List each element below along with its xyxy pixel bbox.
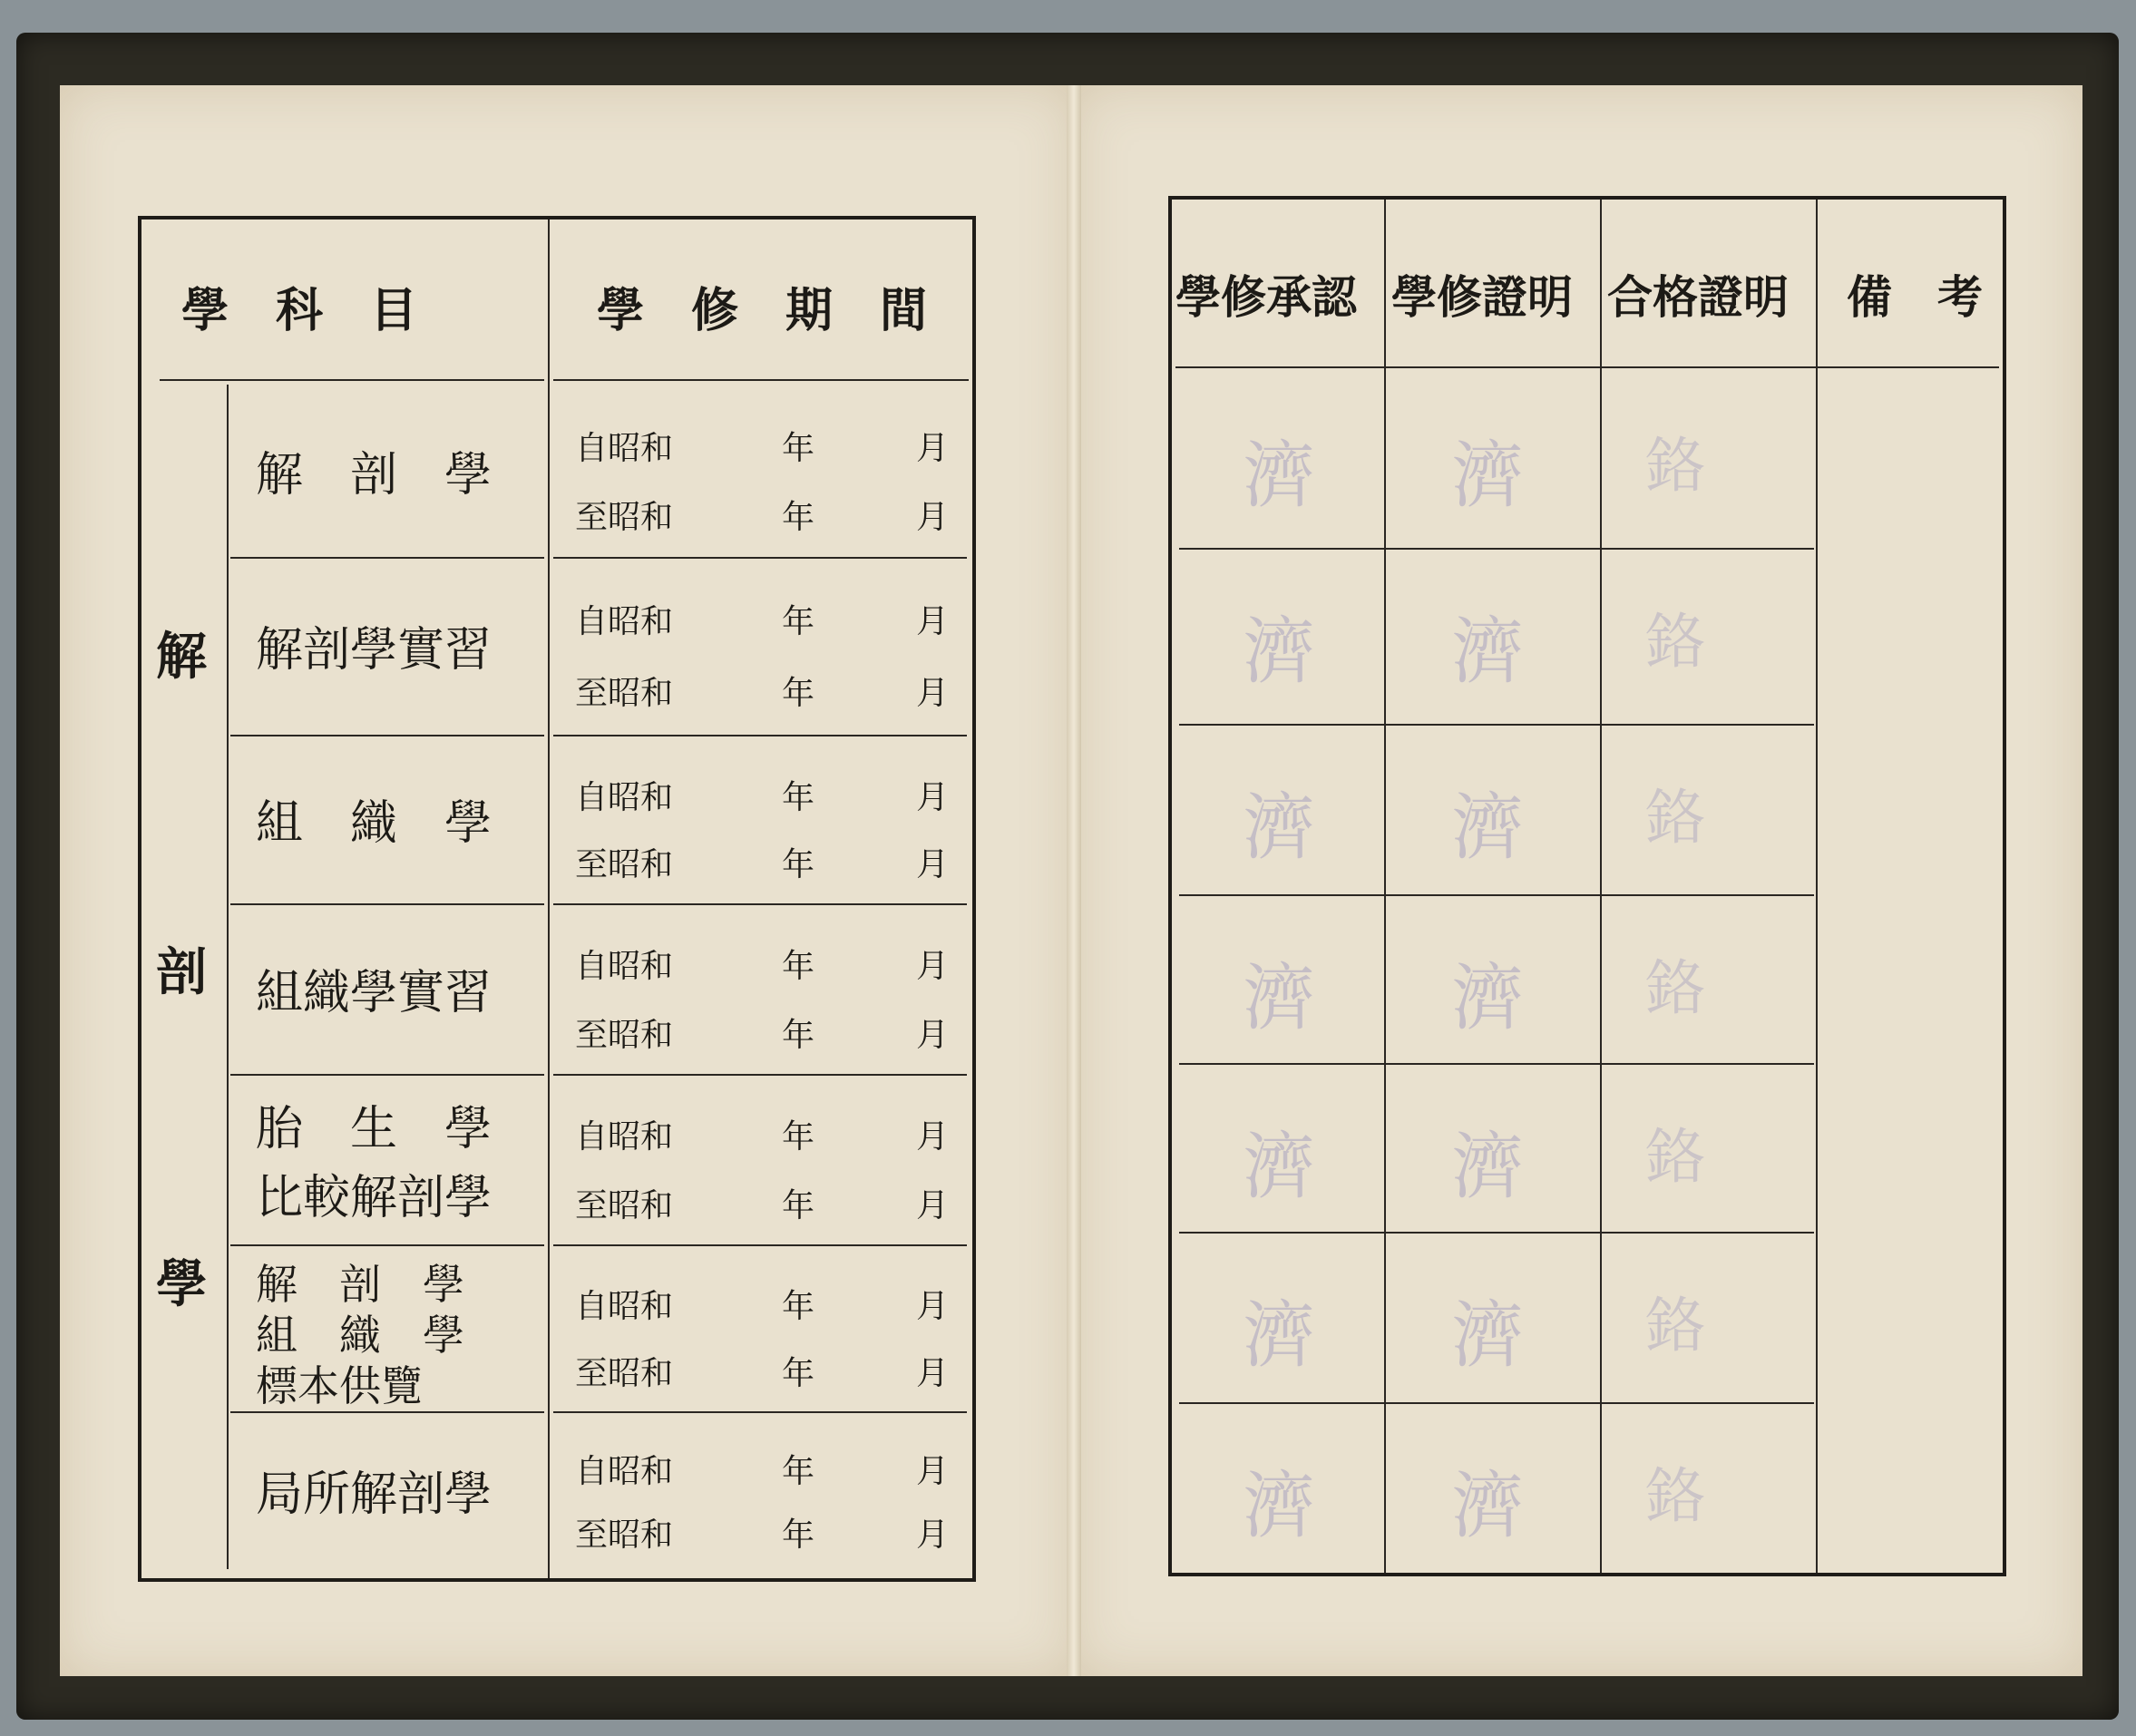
year-label: 年 — [782, 948, 815, 986]
certificate-stamp: 濟 — [1451, 785, 1524, 870]
month-label: 月 — [916, 1355, 950, 1393]
period-header-rule — [553, 379, 969, 381]
pass-stamp: 鉻 — [1645, 1122, 1705, 1192]
pass-stamp: 鉻 — [1645, 1291, 1705, 1361]
pass-stamp: 鉻 — [1645, 783, 1705, 853]
period-to-label: 至昭和 — [575, 674, 674, 712]
period-row-rule — [553, 903, 967, 905]
group-label-2: 剖 — [156, 942, 207, 1002]
period-to-label: 至昭和 — [575, 1016, 674, 1054]
year-label: 年 — [782, 1288, 815, 1326]
left-column-divider — [548, 219, 550, 1578]
year-label: 年 — [782, 1186, 815, 1224]
year-label: 年 — [782, 1516, 815, 1554]
header-subject: 學 科 目 — [181, 283, 418, 338]
right-divider-3 — [1816, 200, 1818, 1573]
certification-row-rule — [1179, 894, 1814, 896]
approval-stamp: 濟 — [1243, 610, 1315, 694]
subject-name: 組 織 學 — [256, 796, 493, 851]
certification-row-rule — [1179, 548, 1814, 550]
approval-stamp: 濟 — [1243, 434, 1315, 518]
book-gutter — [1067, 85, 1081, 1676]
year-label: 年 — [782, 429, 815, 467]
period-to-label: 至昭和 — [575, 1355, 674, 1393]
period-from-label: 自昭和 — [575, 948, 674, 986]
period-from-label: 自昭和 — [575, 1118, 674, 1156]
right-header-rule — [1175, 366, 1999, 368]
pass-stamp: 鉻 — [1645, 1461, 1705, 1531]
certificate-stamp: 濟 — [1451, 1293, 1524, 1378]
subject-row-rule — [230, 557, 544, 559]
period-to-label: 至昭和 — [575, 1516, 674, 1554]
group-label-3: 學 — [156, 1254, 207, 1314]
approval-stamp: 濟 — [1243, 1293, 1315, 1378]
month-label: 月 — [916, 674, 950, 712]
pass-stamp: 鉻 — [1645, 607, 1705, 677]
subject-name: 組織學實習 — [256, 966, 493, 1020]
year-label: 年 — [782, 674, 815, 712]
subject-name: 解 剖 學 — [256, 448, 493, 502]
subject-name: 局所解剖學 — [256, 1468, 493, 1522]
certificate-stamp: 濟 — [1451, 956, 1524, 1040]
subject-name: 解 剖 學 — [256, 1260, 464, 1309]
certificate-stamp: 濟 — [1451, 1125, 1524, 1209]
period-from-label: 自昭和 — [575, 1453, 674, 1491]
subject-row-rule — [230, 1244, 544, 1246]
period-row-rule — [553, 1411, 967, 1413]
subject-name: 比較解剖學 — [256, 1171, 493, 1225]
certificate-stamp: 濟 — [1451, 1464, 1524, 1548]
period-from-label: 自昭和 — [575, 429, 674, 467]
period-row-rule — [553, 735, 967, 736]
subject-name: 組 織 學 — [256, 1311, 464, 1360]
year-label: 年 — [782, 1355, 815, 1393]
year-label: 年 — [782, 1453, 815, 1491]
month-label: 月 — [916, 429, 950, 467]
month-label: 月 — [916, 1453, 950, 1491]
subject-row-rule — [230, 1074, 544, 1076]
header-study-certificate: 學修證明 — [1391, 270, 1573, 324]
month-label: 月 — [916, 498, 950, 536]
month-label: 月 — [916, 1016, 950, 1054]
year-label: 年 — [782, 498, 815, 536]
month-label: 月 — [916, 778, 950, 816]
year-label: 年 — [782, 778, 815, 816]
month-label: 月 — [916, 846, 950, 884]
month-label: 月 — [916, 1186, 950, 1224]
period-from-label: 自昭和 — [575, 778, 674, 816]
certification-row-rule — [1179, 1063, 1814, 1065]
certification-row-rule — [1179, 1402, 1814, 1404]
subject-name: 解剖學實習 — [256, 623, 493, 678]
period-row-rule — [553, 1244, 967, 1246]
pass-stamp: 鉻 — [1645, 431, 1705, 501]
certification-row-rule — [1179, 1232, 1814, 1234]
approval-stamp: 濟 — [1243, 1464, 1315, 1548]
month-label: 月 — [916, 1516, 950, 1554]
header-period: 學 修 期 間 — [597, 283, 928, 338]
year-label: 年 — [782, 846, 815, 884]
year-label: 年 — [782, 603, 815, 641]
period-to-label: 至昭和 — [575, 498, 674, 536]
approval-stamp: 濟 — [1243, 785, 1315, 870]
left-header-rule — [160, 379, 544, 381]
month-label: 月 — [916, 1288, 950, 1326]
period-row-rule — [553, 1074, 967, 1076]
header-remarks: 備 考 — [1847, 270, 1983, 324]
certificate-stamp: 濟 — [1451, 610, 1524, 694]
year-label: 年 — [782, 1016, 815, 1054]
header-pass-certificate: 合格證明 — [1607, 270, 1789, 324]
month-label: 月 — [916, 603, 950, 641]
month-label: 月 — [916, 948, 950, 986]
period-from-label: 自昭和 — [575, 603, 674, 641]
subject-name: 標本供覽 — [256, 1361, 423, 1410]
subject-name: 胎 生 學 — [256, 1102, 493, 1156]
right-divider-2 — [1600, 200, 1602, 1573]
certificate-stamp: 濟 — [1451, 434, 1524, 518]
period-row-rule — [553, 557, 967, 559]
subject-row-rule — [230, 903, 544, 905]
right-divider-1 — [1384, 200, 1386, 1573]
month-label: 月 — [916, 1118, 950, 1156]
approval-stamp: 濟 — [1243, 1125, 1315, 1209]
subject-row-rule — [230, 735, 544, 736]
approval-stamp: 濟 — [1243, 956, 1315, 1040]
period-to-label: 至昭和 — [575, 846, 674, 884]
group-divider — [227, 385, 229, 1569]
certification-row-rule — [1179, 724, 1814, 726]
period-from-label: 自昭和 — [575, 1288, 674, 1326]
group-label-1: 解 — [156, 627, 207, 687]
pass-stamp: 鉻 — [1645, 953, 1705, 1023]
year-label: 年 — [782, 1118, 815, 1156]
period-to-label: 至昭和 — [575, 1186, 674, 1224]
header-study-approval: 學修承認 — [1175, 270, 1357, 324]
